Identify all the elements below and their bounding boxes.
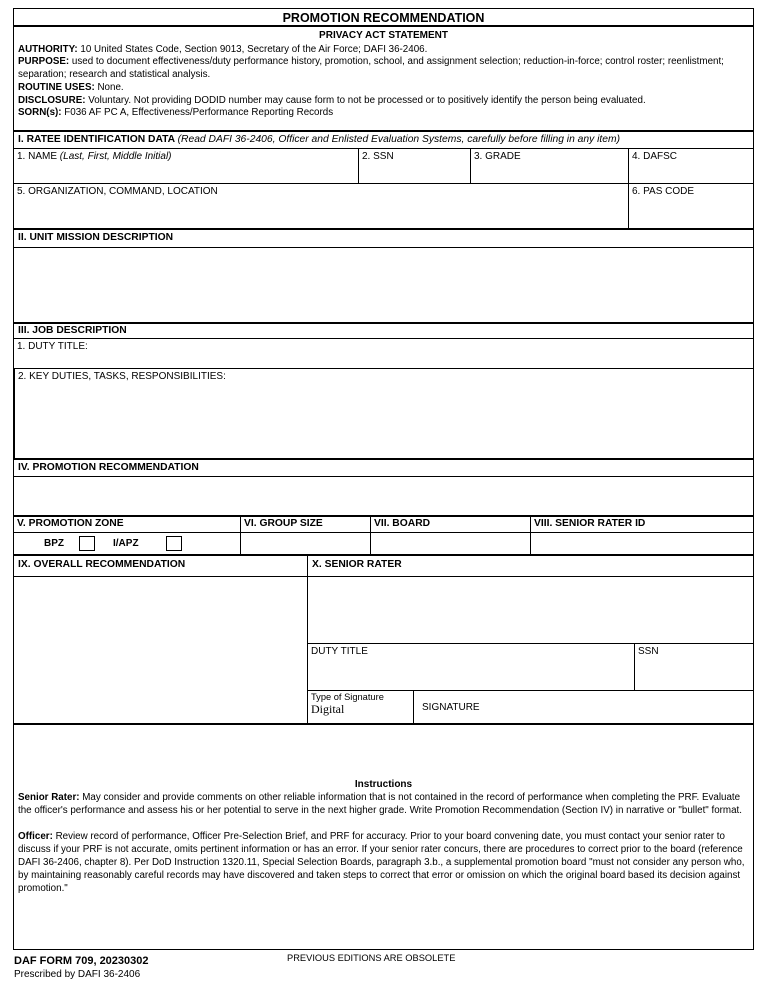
- form-title: PROMOTION RECOMMENDATION: [14, 9, 753, 27]
- senior-rater-column: [307, 556, 753, 723]
- senior-rater-instructions-text: May consider and provide comments on other reliable information that is not contained in the record of performance when completing the PRF. Evaluate the officer's performance and assess his or her potential to serve in the next higher grade. Write Promotion Recommendation (Section IV) in narrative or "bullet" format.: [18, 792, 742, 816]
- organization-field[interactable]: [14, 184, 628, 228]
- overall-recommendation-column: [14, 556, 307, 723]
- bpz-label: BPZ: [44, 538, 64, 549]
- previous-editions-note: PREVIOUS EDITIONS ARE OBSOLETE: [287, 953, 456, 963]
- senior-rater-instructions-label: Senior Rater:: [18, 792, 80, 803]
- senior-rater-input[interactable]: [308, 577, 753, 644]
- prescribed-by: Prescribed by DAFI 36-2406: [14, 969, 141, 980]
- grade-label: 3. GRADE: [474, 151, 521, 162]
- section1-header: [14, 132, 753, 149]
- senior-rater-ssn-field[interactable]: [634, 644, 753, 690]
- duty-title-input[interactable]: [14, 339, 753, 369]
- privacy-label: PURPOSE:: [18, 56, 70, 68]
- form-outer-box: [13, 8, 754, 950]
- name-field[interactable]: [14, 149, 358, 183]
- senior-rater-instructions: [18, 791, 749, 817]
- section5-heading: V. PROMOTION ZONE: [17, 518, 124, 529]
- overall-recommendation-input[interactable]: [14, 577, 307, 723]
- group-size-field[interactable]: [240, 533, 370, 554]
- grade-field[interactable]: [470, 149, 628, 183]
- privacy-heading: PRIVACY ACT STATEMENT: [319, 30, 448, 41]
- zone-header-row: [14, 517, 753, 533]
- officer-instructions: [18, 830, 749, 895]
- privacy-label: SORN(s):: [18, 107, 62, 119]
- privacy-label: AUTHORITY:: [18, 43, 78, 55]
- senior-rater-duty-title-field[interactable]: [308, 644, 634, 690]
- privacy-text: 10 United States Code, Section 9013, Secretary of the Air Force; DAFI 36-2406.: [80, 43, 428, 55]
- privacy-text: used to document effectiveness/duty performance history, promotion, school, and assignment selection; reduction-in-force; control roster; reenlistment; separation; research and statistical analysis.: [18, 56, 724, 81]
- officer-instructions-text: Review record of performance, Officer Pre-Selection Brief, and PRF for accuracy. Prior to your board convening date, you must contact your senior rater to discuss if your PRF is not accurate, omits pertinent information or has an error. If your senior rater concurs, there are procedures to correct prior to the board (reference DAFI 36-2406, chapter 8). Per DoD Instruction 1320.11, Special Selection Boards, paragraph 3.b., a supplemental promotion board "must not consider any person who, by maintaining reasonably careful records may have discovered and taken steps to correct that error or omission on which the original board based its decision against promotion.": [18, 831, 745, 894]
- section1-heading: I. RATEE IDENTIFICATION DATA: [18, 134, 175, 145]
- zone-data-row: [14, 533, 753, 556]
- board-field[interactable]: [370, 533, 530, 554]
- senior-rater-duty-row: [308, 644, 753, 691]
- privacy-line-disclosure: [18, 95, 749, 108]
- bpz-checkbox[interactable]: [79, 536, 95, 551]
- section10-header: X. SENIOR RATER: [308, 556, 753, 577]
- section1-note: (Read DAFI 36-2406, Officer and Enlisted Evaluation Systems, carefully before filling in any item): [177, 134, 621, 145]
- key-duties-input[interactable]: [14, 369, 753, 460]
- signature-type-value: Digital: [311, 702, 345, 716]
- duty-title-label: 1. DUTY TITLE:: [17, 341, 88, 352]
- promotion-recommendation-input[interactable]: [14, 477, 753, 517]
- privacy-label: ROUTINE USES:: [18, 81, 95, 93]
- dafsc-field[interactable]: [628, 149, 753, 183]
- signature-type-field[interactable]: [308, 691, 413, 723]
- senior-rater-id-field[interactable]: [530, 533, 753, 554]
- organization-label: 5. ORGANIZATION, COMMAND, LOCATION: [17, 186, 218, 197]
- privacy-line-purpose: [18, 56, 749, 81]
- key-duties-label: 2. KEY DUTIES, TASKS, RESPONSIBILITIES:: [18, 371, 226, 382]
- section4-header: IV. PROMOTION RECOMMENDATION: [14, 460, 753, 477]
- privacy-line-authority: [18, 44, 749, 57]
- organization-row: [14, 184, 753, 230]
- instructions-heading: Instructions: [354, 779, 413, 790]
- ssn-field[interactable]: [358, 149, 470, 183]
- privacy-line-routine-uses: [18, 82, 749, 95]
- signature-field[interactable]: [413, 691, 753, 723]
- iapz-checkbox[interactable]: [166, 536, 182, 551]
- senior-rater-duty-title-label: DUTY TITLE: [311, 646, 368, 657]
- signature-row: [308, 691, 753, 723]
- instructions-section: [14, 725, 753, 949]
- section8-heading: VIII. SENIOR RATER ID: [530, 517, 753, 532]
- senior-rater-ssn-label: SSN: [638, 646, 659, 657]
- signature-type-label: Type of Signature: [311, 692, 384, 702]
- unit-mission-input[interactable]: [14, 248, 753, 324]
- privacy-text: Voluntary. Not providing DODID number may cause form to not be processed or to positively identify the person being evaluated.: [88, 94, 646, 106]
- privacy-act-statement: [14, 27, 753, 132]
- officer-instructions-label: Officer:: [18, 831, 53, 842]
- privacy-text: None.: [97, 81, 124, 93]
- iapz-label: I/APZ: [113, 538, 139, 549]
- privacy-text: F036 AF PC A, Effectiveness/Performance Reporting Records: [64, 107, 334, 119]
- form-number: DAF FORM 709, 20230302: [14, 955, 149, 967]
- ssn-label: 2. SSN: [362, 151, 394, 162]
- ratee-identity-row: [14, 149, 753, 184]
- section9-header: IX. OVERALL RECOMMENDATION: [14, 556, 307, 577]
- name-note: (Last, First, Middle Initial): [59, 151, 172, 162]
- signature-label: SIGNATURE: [422, 701, 480, 713]
- recommendation-senior-rater-section: [14, 556, 753, 725]
- pas-code-label: 6. PAS CODE: [632, 186, 695, 197]
- section6-heading: VI. GROUP SIZE: [240, 517, 370, 532]
- section3-header: III. JOB DESCRIPTION: [14, 324, 753, 339]
- dafsc-label: 4. DAFSC: [632, 151, 678, 162]
- privacy-line-sorn: [18, 107, 749, 120]
- name-label: 1. NAME: [17, 151, 58, 162]
- section7-heading: VII. BOARD: [370, 517, 530, 532]
- section2-header: II. UNIT MISSION DESCRIPTION: [14, 230, 753, 248]
- privacy-label: DISCLOSURE:: [18, 94, 86, 106]
- pas-code-field[interactable]: [628, 184, 753, 228]
- promotion-zone-field: [14, 533, 240, 554]
